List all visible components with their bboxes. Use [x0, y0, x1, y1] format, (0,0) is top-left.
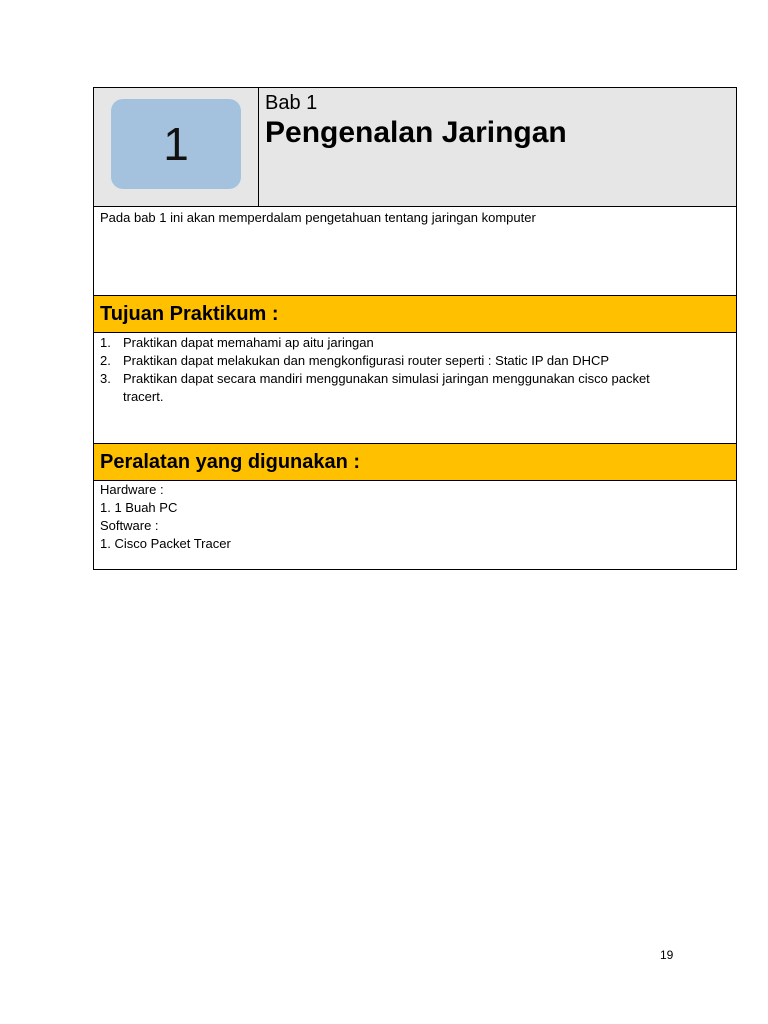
chapter-table — [93, 87, 737, 570]
equipment-line: Software : — [100, 518, 159, 533]
chapter-number-badge: 1 — [111, 99, 241, 189]
list-item — [100, 334, 730, 352]
chapter-title: Pengenalan Jaringan — [265, 116, 567, 149]
chapter-number-cell — [94, 88, 259, 206]
equipment-line: 1. 1 Buah PC — [100, 500, 178, 515]
list-item — [100, 352, 730, 370]
chapter-title-cell — [259, 88, 736, 206]
equipment-list — [94, 481, 736, 569]
list-item-text: Praktikan dapat secara mandiri menggunakan simulasi jaringan menggunakan cisco packet tracert. — [123, 371, 650, 404]
equipment-line: Hardware : — [100, 482, 164, 497]
equipment-heading: Peralatan yang digunakan : — [94, 444, 736, 481]
list-item-text: Praktikan dapat memahami ap aitu jaringan — [123, 335, 374, 350]
page-number: 19 — [660, 948, 674, 962]
chapter-header-row — [94, 88, 736, 207]
list-item-number: 3. — [100, 371, 111, 386]
objectives-heading: Tujuan Praktikum : — [94, 296, 736, 333]
list-item-text: Praktikan dapat melakukan dan mengkonfigurasi router seperti : Static IP dan DHCP — [123, 353, 610, 368]
list-item-number: 1. — [100, 335, 111, 350]
equipment-line: 1. Cisco Packet Tracer — [100, 536, 231, 551]
list-item — [100, 370, 730, 406]
chapter-label: Bab 1 — [265, 92, 318, 114]
objectives-list — [94, 333, 736, 444]
intro-text: Pada bab 1 ini akan memperdalam pengetahuan tentang jaringan komputer — [94, 207, 736, 296]
list-item-number: 2. — [100, 353, 111, 368]
